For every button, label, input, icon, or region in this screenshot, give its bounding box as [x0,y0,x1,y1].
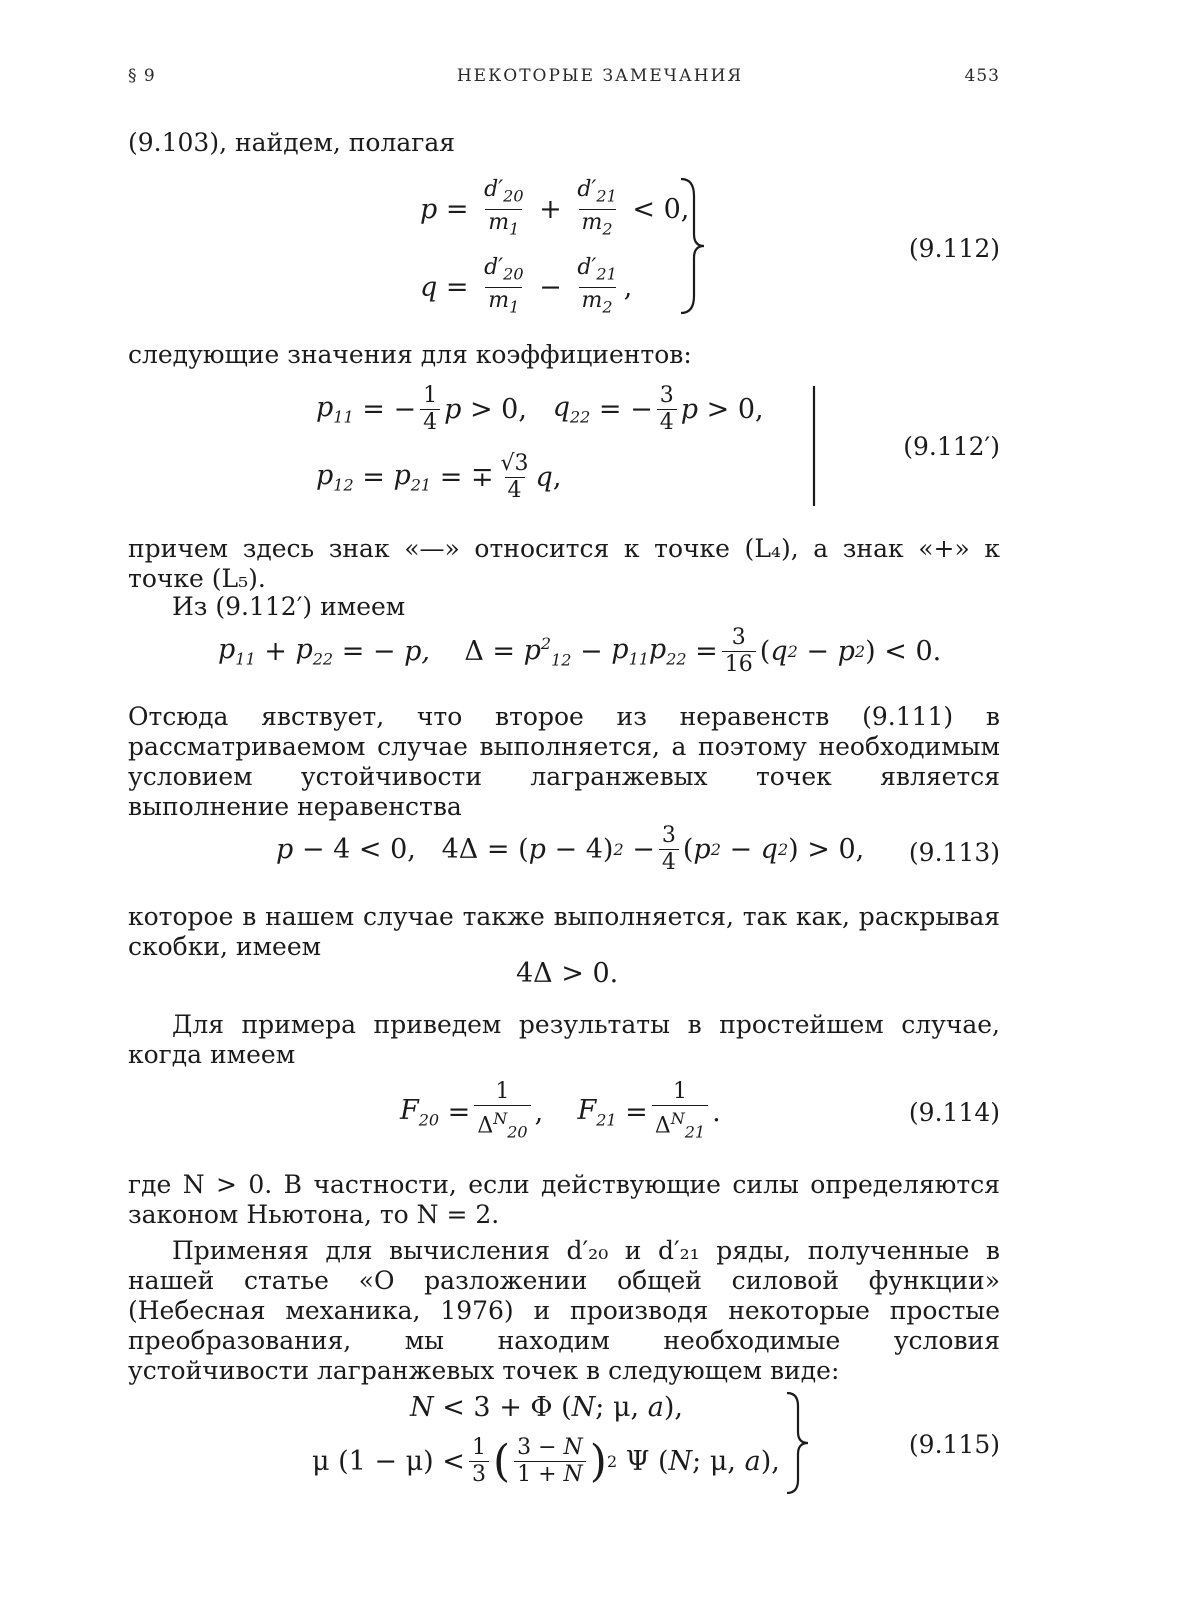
page-number: 453 [964,66,1000,86]
equation-number-9-112p: (9.112′) [903,432,1000,461]
equation-9-114: $F_{20}$ = $\frac{1}{\Delta^N_{20}}$ , $F_{21}$ = $\frac{1}{\Delta^N_{21}}$ . [400,1080,721,1145]
equation-number-9-113: (9.113) [908,838,1000,867]
equation-4delta: 4Δ > 0. [516,958,619,989]
paragraph-8: где N > 0. В частности, если действующие силы определяются законом Ньютона, то N = 2. [128,1170,1000,1229]
paragraph-1: (9.103), найдем, полагая [128,128,456,157]
equation-9-112p-line-2: $p_{12}$ = $p_{21}$ = ∓ $\frac{√3}{4}$ q , [316,451,562,503]
paragraph-5: Отсюда явствует, что второе из неравенств (9.111) в рассматриваемом случае выполняется, а поэтому необходимым условием устойчивости лагранжевых точек является выполнение неравенства [128,702,1000,821]
equation-number-9-114: (9.114) [908,1098,1000,1127]
equation-number-9-112: (9.112) [908,234,1000,263]
equation-9-112-line-1: p = $\frac{d'_{20}}{m_1}$ + $\frac{d'_{21}}{m_2}$ < 0, [420,178,689,242]
equation-9-115-line-2: μ (1 − μ) < $\frac{1}{3}$ ( $\frac{3 - N}{1 + N}$ ) 2 Ψ ( N ; μ, a ), [312,1435,780,1487]
equation-number-9-115: (9.115) [908,1430,1000,1459]
right-bracket-9-112p [804,384,824,508]
paragraph-2: следующие значения для коэффициентов: [128,340,692,369]
right-brace-9-115 [782,1390,812,1496]
running-title: НЕКОТОРЫЕ ЗАМЕЧАНИЯ [456,66,744,86]
paragraph-6: которое в нашем случае также выполняется, так как, раскрывая скобки, имеем [128,902,1000,961]
right-brace-9-112 [676,176,706,316]
paragraph-3: причем здесь знак «—» относится к точке (L₄), а знак «+» к точке (L₅). [128,534,1000,593]
paragraph-9: Применяя для вычисления d′₂₀ и d′₂₁ ряды, полученные в нашей статье «О разложении общей силовой функции» (Небесная механика, 1976) и производя некоторые простые преобразования, мы находим необходимые условия устойчивости лагранжевых точек в следующем виде: [128,1236,1000,1385]
equation-9-115-line-1: N < 3 + Φ ( N ; μ, a ), [410,1392,683,1423]
section-mark: § 9 [128,66,156,86]
equation-9-113: p − 4 < 0, 4Δ = ( p − 4) 2 − $\frac{3}{4}$ ( p 2 − q 2 ) > 0, [276,823,865,875]
paragraph-4: Из (9.112′) имеем [172,592,406,621]
paragraph-7: Для примера приведем результаты в простейшем случае, когда имеем [128,1010,1000,1069]
equation-9-112-line-2: q = $\frac{d'_{20}}{m_1}$ − $\frac{d'_{21}}{m_2}$ , [420,256,632,320]
equation-discriminant: $p_{11}$ + $p_{22}$ = − p, Δ = $p^2_{12}$ − $p_{11}p_{22}$ = $\frac{3}{16}$ ( q 2 − p 2 ) < 0. [218,625,942,677]
equation-9-112p-line-1: $p_{11}$ = − $\frac{1}{4}$ p > 0, $q_{22}$ = − $\frac{3}{4}$ p > 0, [316,383,764,435]
